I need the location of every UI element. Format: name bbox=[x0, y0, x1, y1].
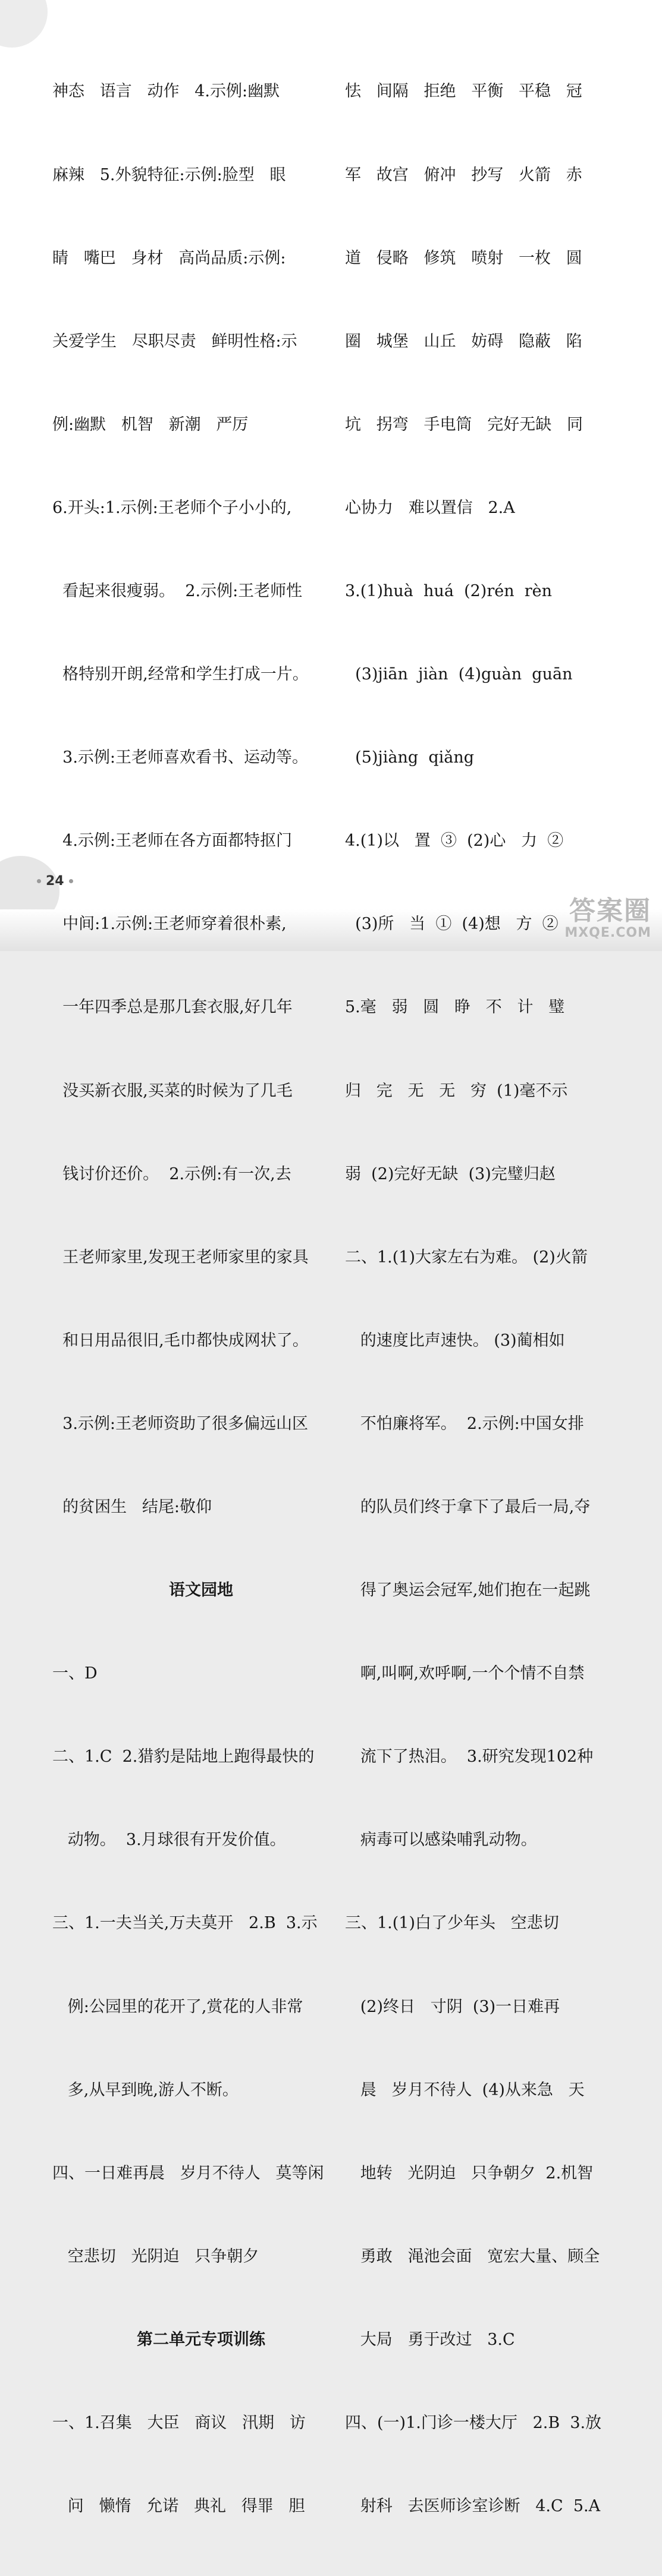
text-line: 空悲切 光阴迫 只争朝夕 bbox=[52, 2247, 259, 2266]
text-line: 看起来很瘦弱。 2.示例:王老师性 bbox=[52, 581, 303, 600]
text-line: 的速度比声速快。 (3)蔺相如 bbox=[345, 1331, 565, 1350]
right-column bbox=[345, 23, 619, 2576]
text-line: 神态 语言 动作 4.示例:幽默 bbox=[52, 82, 280, 101]
text-line: 3.示例:王老师喜欢看书、运动等。 bbox=[52, 748, 309, 767]
text-line: (5)jiàng qiǎng bbox=[345, 748, 475, 767]
text-line: (3)所 当 ① (4)想 方 ② bbox=[345, 915, 559, 934]
text-line: 得了奥运会冠军,她们抱在一起跳 bbox=[345, 1581, 591, 1600]
text-line: (3)jiān jiàn (4)guàn guān bbox=[345, 665, 573, 684]
text-line: 坑 拐弯 手电筒 完好无缺 同 bbox=[345, 415, 583, 434]
text-line: 麻辣 5.外貌特征:示例:脸型 眼 bbox=[52, 165, 286, 184]
text-line: 归 完 无 无 穷 (1)毫不示 bbox=[345, 1081, 568, 1100]
text-line: 和日用品很旧,毛巾都快成网状了。 bbox=[52, 1331, 309, 1350]
text-line: 圈 城堡 山丘 妨碍 隐蔽 陷 bbox=[345, 332, 582, 351]
text-line: 地转 光阴迫 只争朝夕 2.机智 bbox=[345, 2164, 594, 2183]
text-line: 的贫困生 结尾:敬仰 bbox=[52, 1498, 212, 1516]
text-line: 射科 去医师诊室诊断 4.C 5.A bbox=[345, 2497, 601, 2516]
text-line: 3.示例:王老师资助了很多偏远山区 bbox=[52, 1414, 309, 1433]
text-line: 多,从早到晚,游人不断。 bbox=[52, 2080, 239, 2099]
text-line: 一、D bbox=[52, 1664, 98, 1683]
text-line: 4.(1)以 置 ③ (2)心 力 ② bbox=[345, 832, 564, 851]
text-line: 例:幽默 机智 新潮 严厉 bbox=[52, 415, 249, 434]
text-line: 四、一日难再晨 岁月不待人 莫等闲 bbox=[52, 2164, 324, 2183]
text-line: 关爱学生 尽职尽责 鲜明性格:示 bbox=[52, 332, 297, 351]
text-line: 的队员们终于拿下了最后一局,夺 bbox=[345, 1498, 591, 1516]
text-line: 动物。 3.月球很有开发价值。 bbox=[52, 1831, 286, 1850]
text-line: 二、1.C 2.猎豹是陆地上跑得最快的 bbox=[52, 1747, 315, 1766]
text-line: 问 懒惰 允诺 典礼 得罪 胆 bbox=[52, 2497, 305, 2516]
watermark-text: 答案圈 bbox=[569, 896, 651, 926]
text-line: 例:公园里的花开了,赏花的人非常 bbox=[52, 1997, 303, 2016]
text-line: 钱讨价还价。 2.示例:有一次,去 bbox=[52, 1164, 291, 1183]
text-line: 心协力 难以置信 2.A bbox=[345, 498, 515, 517]
text-line: (2)终日 寸阴 (3)一日难再 bbox=[345, 1997, 560, 2016]
text-line: 睛 嘴巴 身材 高尚品质:示例: bbox=[52, 248, 286, 267]
text-line: 中间:1.示例:王老师穿着很朴素, bbox=[52, 915, 287, 934]
text-line: 不怕廉将军。 2.示例:中国女排 bbox=[345, 1414, 584, 1433]
left-column bbox=[52, 23, 332, 2576]
text-line: 勇敢 渑池会面 宽宏大量、顾全 bbox=[345, 2247, 600, 2266]
text-line: 大局 勇于改过 3.C bbox=[345, 2330, 515, 2349]
text-line: 四、(一)1.门诊一楼大厅 2.B 3.放 bbox=[345, 2414, 602, 2433]
text-line: 王老师家里,发现王老师家里的家具 bbox=[52, 1248, 309, 1267]
text-line: 5.毫 弱 圆 睁 不 计 璧 bbox=[345, 998, 565, 1017]
text-line: 格特别开朗,经常和学生打成一片。 bbox=[52, 665, 309, 684]
text-line: 病毒可以感染哺乳动物。 bbox=[345, 1831, 537, 1850]
text-line: 4.示例:王老师在各方面都特抠门 bbox=[52, 832, 293, 851]
watermark bbox=[564, 897, 651, 940]
text-line: 道 侵略 修筑 喷射 一枚 圆 bbox=[345, 248, 582, 267]
text-line: 啊,叫啊,欢呼啊,一个个情不自禁 bbox=[345, 1664, 585, 1683]
page-number bbox=[37, 874, 73, 889]
text-line: 军 故宫 俯冲 抄写 火箭 赤 bbox=[345, 165, 582, 184]
section-title: 第二单元专项训练 bbox=[137, 2330, 265, 2349]
text-line: 一、1.召集 大臣 商议 汛期 访 bbox=[52, 2414, 306, 2433]
text-line: 怯 间隔 拒绝 平衡 平稳 冠 bbox=[345, 82, 582, 101]
text-line: 3.(1)huà huá (2)rén rèn bbox=[345, 581, 553, 600]
section-title: 语文园地 bbox=[169, 1581, 233, 1600]
text-line: 三、1.一夫当关,万夫莫开 2.B 3.示 bbox=[52, 1914, 318, 1933]
page-number-label: 24 bbox=[46, 874, 64, 889]
text-line: 晨 岁月不待人 (4)从来急 天 bbox=[345, 2080, 585, 2099]
text-line: 一年四季总是那几套衣服,好几年 bbox=[52, 998, 293, 1017]
text-line: 弱 (2)完好无缺 (3)完璧归赵 bbox=[345, 1164, 556, 1183]
text-line: 二、1.(1)大家左右为难。 (2)火箭 bbox=[345, 1248, 588, 1267]
dot-icon bbox=[69, 879, 73, 883]
text-line: 6.开头:1.示例:王老师个子小小的, bbox=[52, 498, 292, 517]
dot-icon bbox=[37, 879, 41, 883]
corner-decoration-top bbox=[0, 0, 48, 48]
text-line: 没买新衣服,买菜的时候为了几毛 bbox=[52, 1081, 293, 1100]
watermark-url: MXQE.COM bbox=[564, 925, 651, 940]
text-line: 流下了热泪。 3.研究发现102种 bbox=[345, 1747, 594, 1766]
text-line: 三、1.(1)白了少年头 空悲切 bbox=[345, 1914, 559, 1933]
